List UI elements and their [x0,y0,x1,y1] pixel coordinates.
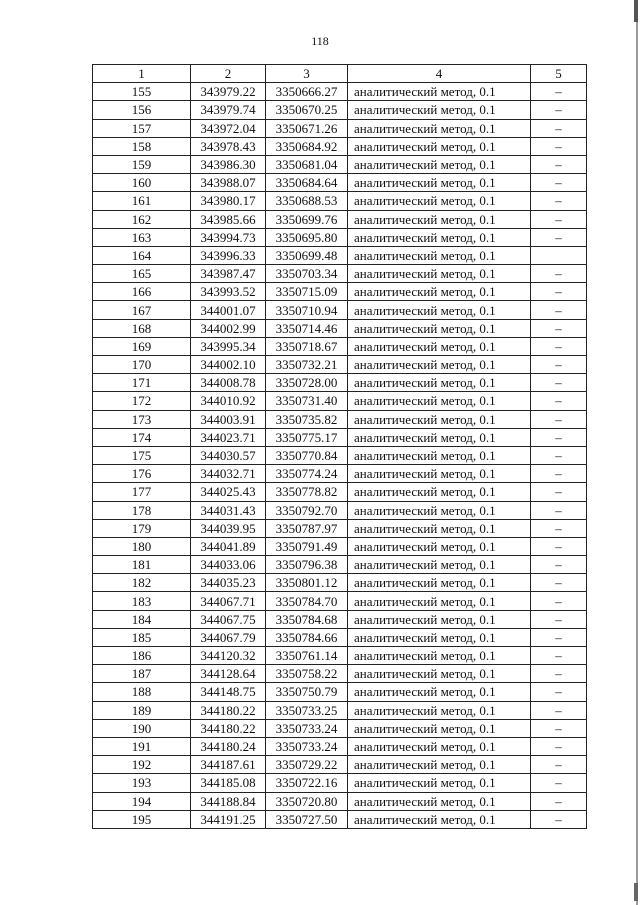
x-coordinate-cell: 343985.66 [191,210,266,228]
y-coordinate-cell: 3350750.79 [266,683,348,701]
x-coordinate-cell: 344191.25 [191,810,266,828]
table-row [93,119,587,137]
point-number-cell: 186 [93,647,191,665]
note-cell: – [531,628,587,646]
table-row [93,410,587,428]
table-row [93,155,587,173]
method-accuracy-cell: аналитический метод, 0.1 [348,792,531,810]
note-cell: – [531,556,587,574]
y-coordinate-cell: 3350703.34 [266,265,348,283]
x-coordinate-cell: 344039.95 [191,519,266,537]
point-number-cell: 174 [93,428,191,446]
note-cell: – [531,810,587,828]
x-coordinate-cell: 343995.34 [191,337,266,355]
point-number-cell: 167 [93,301,191,319]
table-row [93,665,587,683]
x-coordinate-cell: 343987.47 [191,265,266,283]
method-accuracy-cell: аналитический метод, 0.1 [348,774,531,792]
y-coordinate-cell: 3350784.66 [266,628,348,646]
table-header-row [93,65,587,83]
point-number-cell: 176 [93,465,191,483]
table-row [93,210,587,228]
y-coordinate-cell: 3350735.82 [266,410,348,428]
table-body [93,83,587,829]
y-coordinate-cell: 3350671.26 [266,119,348,137]
x-coordinate-cell: 344030.57 [191,446,266,464]
note-cell: – [531,174,587,192]
x-coordinate-cell: 344067.75 [191,610,266,628]
x-coordinate-cell: 344120.32 [191,647,266,665]
x-coordinate-cell: 344041.89 [191,537,266,555]
point-number-cell: 163 [93,228,191,246]
method-accuracy-cell: аналитический метод, 0.1 [348,337,531,355]
table-row [93,756,587,774]
table-row [93,647,587,665]
method-accuracy-cell: аналитический метод, 0.1 [348,537,531,555]
y-coordinate-cell: 3350728.00 [266,374,348,392]
y-coordinate-cell: 3350761.14 [266,647,348,665]
method-accuracy-cell: аналитический метод, 0.1 [348,119,531,137]
note-cell: – [531,610,587,628]
method-accuracy-cell: аналитический метод, 0.1 [348,446,531,464]
note-cell: – [531,483,587,501]
x-coordinate-cell: 343972.04 [191,119,266,137]
header-col-5: 5 [531,65,587,83]
table-row [93,101,587,119]
point-number-cell: 168 [93,319,191,337]
table-row [93,719,587,737]
method-accuracy-cell: аналитический метод, 0.1 [348,592,531,610]
y-coordinate-cell: 3350774.24 [266,465,348,483]
method-accuracy-cell: аналитический метод, 0.1 [348,556,531,574]
y-coordinate-cell: 3350720.80 [266,792,348,810]
method-accuracy-cell: аналитический метод, 0.1 [348,647,531,665]
table-row [93,283,587,301]
table-row [93,446,587,464]
method-accuracy-cell: аналитический метод, 0.1 [348,683,531,701]
method-accuracy-cell: аналитический метод, 0.1 [348,810,531,828]
header-col-3: 3 [266,65,348,83]
table-row [93,192,587,210]
x-coordinate-cell: 344002.10 [191,356,266,374]
method-accuracy-cell: аналитический метод, 0.1 [348,192,531,210]
y-coordinate-cell: 3350699.48 [266,246,348,264]
x-coordinate-cell: 343979.22 [191,83,266,101]
table-row [93,428,587,446]
y-coordinate-cell: 3350731.40 [266,392,348,410]
note-cell: – [531,392,587,410]
table-row [93,592,587,610]
note-cell: – [531,701,587,719]
note-cell: – [531,137,587,155]
note-cell: – [531,792,587,810]
point-number-cell: 187 [93,665,191,683]
x-coordinate-cell: 344187.61 [191,756,266,774]
note-cell: – [531,374,587,392]
point-number-cell: 171 [93,374,191,392]
page-number: 118 [311,34,329,48]
method-accuracy-cell: аналитический метод, 0.1 [348,283,531,301]
note-cell: – [531,283,587,301]
note-cell: – [531,501,587,519]
point-number-cell: 169 [93,337,191,355]
x-coordinate-cell: 343986.30 [191,155,266,173]
table-row [93,774,587,792]
point-number-cell: 177 [93,483,191,501]
note-cell: – [531,410,587,428]
table-row [93,701,587,719]
x-coordinate-cell: 344035.23 [191,574,266,592]
y-coordinate-cell: 3350733.24 [266,737,348,755]
y-coordinate-cell: 3350718.67 [266,337,348,355]
note-cell [531,246,587,264]
note-cell: – [531,719,587,737]
x-coordinate-cell: 344032.71 [191,465,266,483]
point-number-cell: 158 [93,137,191,155]
x-coordinate-cell: 343979.74 [191,101,266,119]
point-number-cell: 173 [93,410,191,428]
x-coordinate-cell: 344033.06 [191,556,266,574]
y-coordinate-cell: 3350688.53 [266,192,348,210]
scan-edge-mark-top [634,0,638,22]
note-cell: – [531,665,587,683]
method-accuracy-cell: аналитический метод, 0.1 [348,246,531,264]
x-coordinate-cell: 343978.43 [191,137,266,155]
x-coordinate-cell: 344185.08 [191,774,266,792]
table-row [93,537,587,555]
y-coordinate-cell: 3350792.70 [266,501,348,519]
table-row [93,792,587,810]
point-number-cell: 193 [93,774,191,792]
point-number-cell: 189 [93,701,191,719]
x-coordinate-cell: 343993.52 [191,283,266,301]
point-number-cell: 192 [93,756,191,774]
note-cell: – [531,592,587,610]
note-cell: – [531,192,587,210]
x-coordinate-cell: 343994.73 [191,228,266,246]
y-coordinate-cell: 3350787.97 [266,519,348,537]
table-row [93,392,587,410]
point-number-cell: 159 [93,155,191,173]
note-cell: – [531,337,587,355]
table-row [93,574,587,592]
table-row [93,810,587,828]
method-accuracy-cell: аналитический метод, 0.1 [348,519,531,537]
note-cell: – [531,465,587,483]
note-cell: – [531,155,587,173]
note-cell: – [531,265,587,283]
header-col-2: 2 [191,65,266,83]
y-coordinate-cell: 3350666.27 [266,83,348,101]
y-coordinate-cell: 3350778.82 [266,483,348,501]
x-coordinate-cell: 344128.64 [191,665,266,683]
table-row [93,337,587,355]
y-coordinate-cell: 3350722.16 [266,774,348,792]
note-cell: – [531,119,587,137]
method-accuracy-cell: аналитический метод, 0.1 [348,174,531,192]
x-coordinate-cell: 344067.79 [191,628,266,646]
method-accuracy-cell: аналитический метод, 0.1 [348,737,531,755]
y-coordinate-cell: 3350684.64 [266,174,348,192]
table-row [93,301,587,319]
y-coordinate-cell: 3350758.22 [266,665,348,683]
note-cell: – [531,537,587,555]
table-row [93,501,587,519]
x-coordinate-cell: 344180.22 [191,701,266,719]
point-number-cell: 164 [93,246,191,264]
table-row [93,465,587,483]
x-coordinate-cell: 344180.22 [191,719,266,737]
point-number-cell: 182 [93,574,191,592]
y-coordinate-cell: 3350727.50 [266,810,348,828]
x-coordinate-cell: 343988.07 [191,174,266,192]
table-row [93,356,587,374]
scan-edge-line [636,0,638,905]
point-number-cell: 156 [93,101,191,119]
x-coordinate-cell: 344148.75 [191,683,266,701]
point-number-cell: 183 [93,592,191,610]
point-number-cell: 155 [93,83,191,101]
x-coordinate-cell: 344010.92 [191,392,266,410]
table-row [93,246,587,264]
x-coordinate-cell: 344023.71 [191,428,266,446]
point-number-cell: 161 [93,192,191,210]
point-number-cell: 175 [93,446,191,464]
method-accuracy-cell: аналитический метод, 0.1 [348,665,531,683]
method-accuracy-cell: аналитический метод, 0.1 [348,465,531,483]
table-row [93,628,587,646]
method-accuracy-cell: аналитический метод, 0.1 [348,756,531,774]
table-row [93,228,587,246]
note-cell: – [531,574,587,592]
point-number-cell: 157 [93,119,191,137]
method-accuracy-cell: аналитический метод, 0.1 [348,374,531,392]
note-cell: – [531,301,587,319]
table-row [93,319,587,337]
table-row [93,83,587,101]
note-cell: – [531,774,587,792]
y-coordinate-cell: 3350732.21 [266,356,348,374]
table-row [93,610,587,628]
header-col-1: 1 [93,65,191,83]
point-number-cell: 166 [93,283,191,301]
note-cell: – [531,210,587,228]
y-coordinate-cell: 3350784.68 [266,610,348,628]
x-coordinate-cell: 344031.43 [191,501,266,519]
note-cell: – [531,446,587,464]
note-cell: – [531,737,587,755]
point-number-cell: 180 [93,537,191,555]
table-row [93,483,587,501]
point-number-cell: 162 [93,210,191,228]
table-row [93,737,587,755]
y-coordinate-cell: 3350729.22 [266,756,348,774]
point-number-cell: 160 [93,174,191,192]
x-coordinate-cell: 344003.91 [191,410,266,428]
x-coordinate-cell: 344001.07 [191,301,266,319]
point-number-cell: 181 [93,556,191,574]
method-accuracy-cell: аналитический метод, 0.1 [348,301,531,319]
y-coordinate-cell: 3350733.25 [266,701,348,719]
method-accuracy-cell: аналитический метод, 0.1 [348,265,531,283]
y-coordinate-cell: 3350710.94 [266,301,348,319]
point-number-cell: 184 [93,610,191,628]
y-coordinate-cell: 3350801.12 [266,574,348,592]
y-coordinate-cell: 3350670.25 [266,101,348,119]
note-cell: – [531,319,587,337]
note-cell: – [531,83,587,101]
point-number-cell: 170 [93,356,191,374]
method-accuracy-cell: аналитический метод, 0.1 [348,83,531,101]
method-accuracy-cell: аналитический метод, 0.1 [348,392,531,410]
method-accuracy-cell: аналитический метод, 0.1 [348,101,531,119]
point-number-cell: 190 [93,719,191,737]
point-number-cell: 194 [93,792,191,810]
table-row [93,683,587,701]
method-accuracy-cell: аналитический метод, 0.1 [348,501,531,519]
table-row [93,374,587,392]
scan-edge-mark-bottom [634,883,638,901]
method-accuracy-cell: аналитический метод, 0.1 [348,210,531,228]
x-coordinate-cell: 344188.84 [191,792,266,810]
method-accuracy-cell: аналитический метод, 0.1 [348,428,531,446]
method-accuracy-cell: аналитический метод, 0.1 [348,483,531,501]
y-coordinate-cell: 3350681.04 [266,155,348,173]
method-accuracy-cell: аналитический метод, 0.1 [348,701,531,719]
method-accuracy-cell: аналитический метод, 0.1 [348,319,531,337]
y-coordinate-cell: 3350784.70 [266,592,348,610]
y-coordinate-cell: 3350775.17 [266,428,348,446]
note-cell: – [531,647,587,665]
point-number-cell: 165 [93,265,191,283]
y-coordinate-cell: 3350791.49 [266,537,348,555]
method-accuracy-cell: аналитический метод, 0.1 [348,628,531,646]
note-cell: – [531,356,587,374]
note-cell: – [531,428,587,446]
method-accuracy-cell: аналитический метод, 0.1 [348,410,531,428]
table-row [93,137,587,155]
y-coordinate-cell: 3350714.46 [266,319,348,337]
y-coordinate-cell: 3350684.92 [266,137,348,155]
table-row [93,556,587,574]
table-row [93,519,587,537]
y-coordinate-cell: 3350733.24 [266,719,348,737]
method-accuracy-cell: аналитический метод, 0.1 [348,137,531,155]
y-coordinate-cell: 3350695.80 [266,228,348,246]
x-coordinate-cell: 344025.43 [191,483,266,501]
note-cell: – [531,101,587,119]
x-coordinate-cell: 344180.24 [191,737,266,755]
point-number-cell: 188 [93,683,191,701]
point-number-cell: 178 [93,501,191,519]
table-row [93,265,587,283]
point-number-cell: 172 [93,392,191,410]
note-cell: – [531,756,587,774]
method-accuracy-cell: аналитический метод, 0.1 [348,356,531,374]
note-cell: – [531,519,587,537]
y-coordinate-cell: 3350770.84 [266,446,348,464]
point-number-cell: 179 [93,519,191,537]
method-accuracy-cell: аналитический метод, 0.1 [348,610,531,628]
x-coordinate-cell: 344067.71 [191,592,266,610]
point-number-cell: 191 [93,737,191,755]
x-coordinate-cell: 343996.33 [191,246,266,264]
method-accuracy-cell: аналитический метод, 0.1 [348,719,531,737]
x-coordinate-cell: 343980.17 [191,192,266,210]
method-accuracy-cell: аналитический метод, 0.1 [348,155,531,173]
note-cell: – [531,683,587,701]
note-cell: – [531,228,587,246]
table-row [93,174,587,192]
method-accuracy-cell: аналитический метод, 0.1 [348,228,531,246]
y-coordinate-cell: 3350699.76 [266,210,348,228]
x-coordinate-cell: 344008.78 [191,374,266,392]
point-number-cell: 185 [93,628,191,646]
method-accuracy-cell: аналитический метод, 0.1 [348,574,531,592]
coordinates-table [92,64,587,829]
header-col-4: 4 [348,65,531,83]
point-number-cell: 195 [93,810,191,828]
y-coordinate-cell: 3350715.09 [266,283,348,301]
x-coordinate-cell: 344002.99 [191,319,266,337]
y-coordinate-cell: 3350796.38 [266,556,348,574]
